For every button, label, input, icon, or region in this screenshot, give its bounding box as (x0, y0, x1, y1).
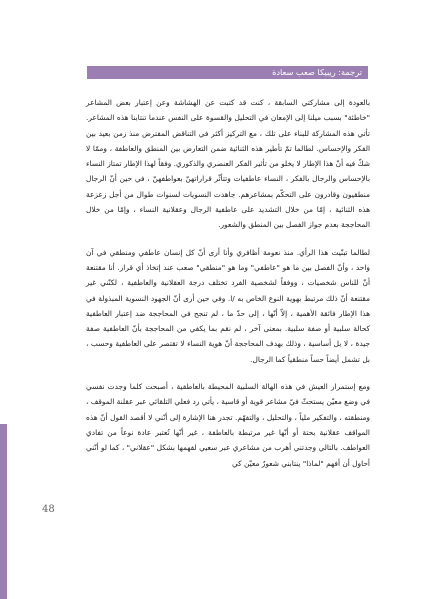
side-accent-bar (0, 424, 7, 599)
paragraph-1: بالعودة إلى مشاركتي السابقة ، كنت قد كتبت عن الهشاشة وعن إعتبار بعض المشاعر "خاطئة" بسبب ميلنا إلى الإمعان في التحليل والقسوة على النفس عندما تنتابنا هذه المشاعر. تأتي هذه المشاركة للبناء على تلك ، مع التركيز أكثر في التناقض المفترض منذ زمن بعيد بين الفكر والإحساس. لطالما تمّ تأطير هذه الثنائية ضمن التعارض بين المنطق والعاطفة ، وممّا لا شكّ فيه أنّ هذا الإطار لا يخلو من تأثير الفكر العنصري والذكوري. وفقاً لهذا الإطار تمتاز النساء بالإحساس والرجال بالفكر ، النساء عاطفيات وتتأثّر قراراتهنّ بعواطفهنّ ، في حين أنّ الرجال منطقيون وقادرون على التحكّم بمشاعرهم. جاهدت النسويات لسنوات طوال من أجل زعزعة هذه الثنائية ، إمّا من خلال التشديد على عاطفية الرجال وعقلانية النساء ، وإمّا من خلال المحاججة بعدم جواز الفصل بين المنطق والشعور. (86, 98, 370, 230)
paragraph-3: ومع إستمرار العيش في هذه الهالة السلبية المحيطة بالعاطفية ، أصبحت كلما وجدت نفسي في وضع معيّن يستحثّ فيّ مشاعر قوية أو قاسية ، يأتي رد فعلي التلقائي عبر عقلنة الموقف ، ومنطقته ، والتفكير ملياً ، والتحليل ، والتفهّم. تجدر هنا الإشارة إلى أنّني لا أقصد القول أنّ هذه المواقف عقلانية بحتة أو أنّها غير مرتبطة بالعاطفة ، غير أنّها تُعتبر عادة نوعاً من تفادي العواطف. بالتالي وجدتني أهرب من مشاعري عبر سعيي لفهمها بشكل "عقلاني" ، كما لو أنّني أحاول أن أفهم "لماذا" ينتابني شعورٌ معيّن كي (86, 382, 370, 468)
page-number: 48 (42, 504, 55, 515)
paragraph-2: لطالما تبنّيت هذا الرأي. منذ نعومة أظافري وأنا أرى أنّ كل إنسان عاطفي ومنطقي في آن واحد ، وأنّ الفصل بين ما هو "عاطفي" وما هو "منطقي" صعب عند إتخاذ أي قرار. أنا مقتنعة أنّ للناس شخصيات ، ووفقاً لشخصية الفرد تختلف درجة العقلانية والعاطفية ، لكنّني غير مقتنعة أنّ ذلك مرتبط بهوية النوع الخاص به /ا. وفي حين أرى أنّ الجهود النسوية المبذولة في هذا الإطار فائقة الأهمية ، إلاّ أنّها ، إلى حدّ ما ، لم تنجح في المحاججة ضد إعتبار العاطفية كحالة سلبية أو صفة سلبية. بمعنى آخر ، لم نقم بما يكفي من المحاججة بأنّ العاطفية صفة جيدة ، لا بل أساسية ، وذلك بهدف المحاججة أنّ هوية النساء لا تقتصر على العاطفية وحسب ، بل تشمل أيضاً حساً منطقياً كما الرجال. (86, 247, 370, 364)
article-body (86, 95, 370, 483)
translator-label: ترجمة: ريبيكا صعب سعادة (272, 67, 362, 77)
translator-banner (87, 66, 368, 79)
